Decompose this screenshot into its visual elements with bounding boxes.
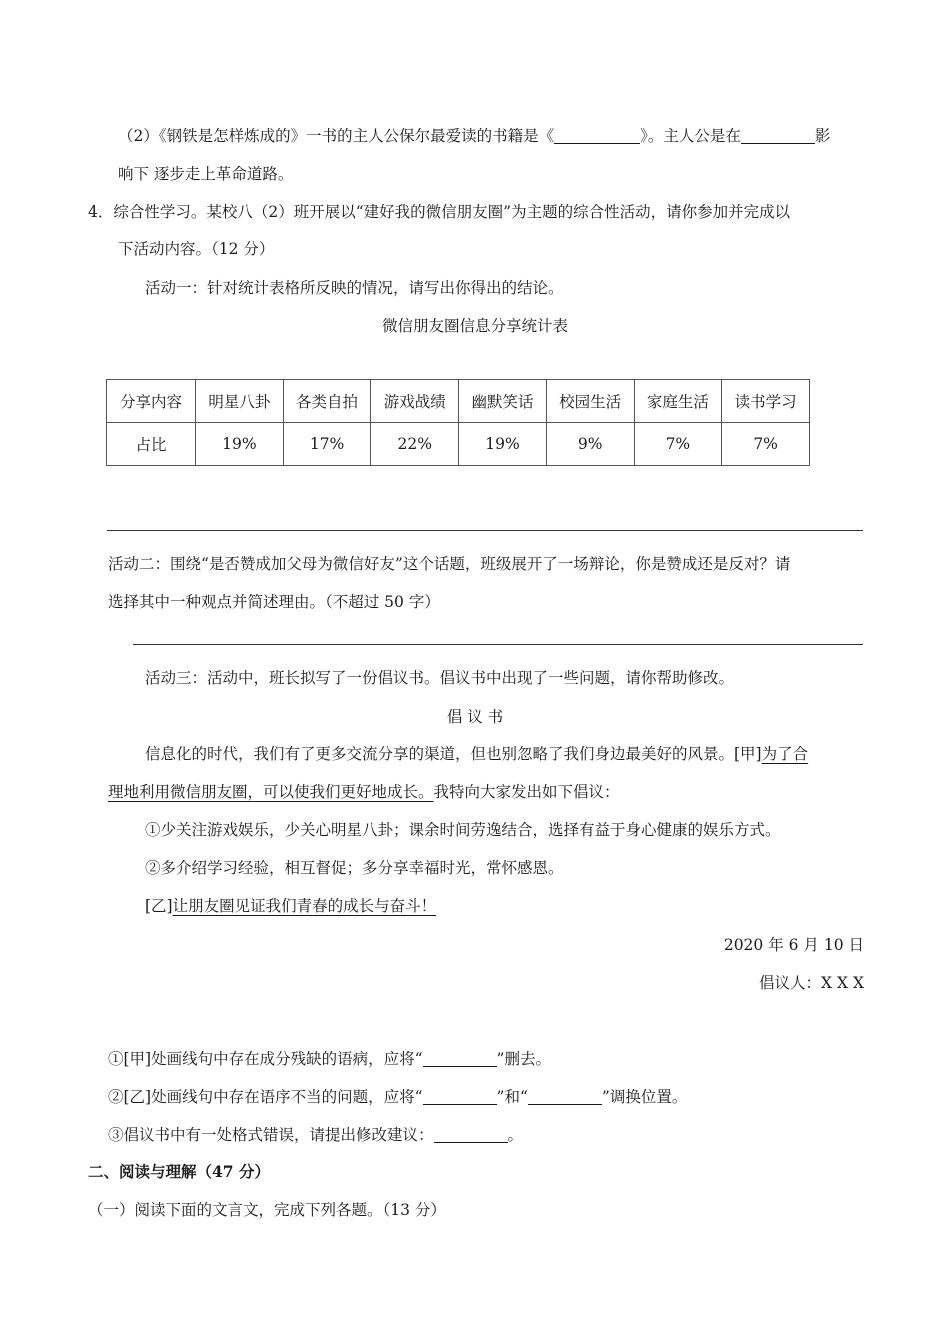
proposal-item3: [乙]让朋友圈见证我们青春的成长与奋斗！ [145,897,437,915]
table-cell: 9% [546,423,634,466]
section2-sub: （一）阅读下面的文言文，完成下列各题。（13 分） [88,1201,446,1219]
proposal-para2: 理地利用微信朋友圈，可以使我们更好地成长。我特向大家发出如下倡议： [108,783,620,801]
activity2-line2: 选择其中一种观点并简述理由。（不超过 50 字） [108,593,440,611]
q3-2-line2: 响下 逐步走上革命道路。 [118,165,294,183]
answer-blank-q1[interactable] [423,1050,497,1067]
table-title: 微信朋友圈信息分享统计表 [381,317,568,335]
q4-line2: 下活动内容。（12 分） [118,240,275,258]
activity2-line1: 活动二：围绕“是否赞成加父母为微信好友”这个话题，班级展开了一场辩论，你是赞成还是反对？请 [108,555,791,573]
row-header-content: 分享内容 [107,380,196,423]
row-header-ratio: 占比 [107,423,196,466]
table-cell: 家庭生活 [634,380,722,423]
table-cell: 各类自拍 [283,380,371,423]
proposal-item1: ①少关注游戏娱乐，少关心明星八卦；课余时间劳逸结合，选择有益于身心健康的娱乐方式。 [145,821,781,839]
question-3: ③倡议书中有一处格式错误，请提出修改建议： 。 [108,1126,524,1144]
table-cell: 22% [371,423,459,466]
table-cell: 7% [722,423,810,466]
answer-blank-q3[interactable] [434,1126,508,1143]
section2-heading: 二、阅读与理解（47 分） [88,1162,270,1181]
stats-table [106,379,810,466]
proposal-para1: 信息化的时代，我们有了更多交流分享的渠道，但也别忽略了我们身边最美好的风景。[甲]为了合 [145,745,809,763]
question-1: ①[甲]处画线句中存在成分残缺的语病，应将“ ”删去。 [108,1050,551,1068]
answer-blank-q2a[interactable] [423,1088,497,1105]
table-cell: 明星八卦 [196,380,284,423]
question-2: ②[乙]处画线句中存在语序不当的问题，应将“ ”和“ ”调换位置。 [108,1088,688,1106]
activity1-prompt: 活动一：针对统计表格所反映的情况，请写出你得出的结论。 [145,279,564,297]
table-cell: 幽默笑话 [459,380,547,423]
answer-line-activity1[interactable] [107,530,863,531]
table-cell: 19% [196,423,284,466]
table-cell: 校园生活 [546,380,634,423]
table-cell: 17% [283,423,371,466]
table-row-percents [107,423,810,466]
answer-blank-influence[interactable] [741,127,815,144]
underlined-sentence-yi: 让朋友圈见证我们青春的成长与奋斗！ [172,897,437,915]
proposal-signer: 倡议人：X X X [759,974,864,992]
proposal-title: 倡 议 书 [446,708,504,726]
q3-2-line1: （2）《钢铁是怎样炼成的》一书的主人公保尔最爱读的书籍是《 》。主人公是在 影 [118,127,831,145]
answer-line-activity2[interactable] [133,644,863,645]
table-cell: 7% [634,423,722,466]
activity3-prompt: 活动三：活动中，班长拟写了一份倡议书。倡议书中出现了一些问题，请你帮助修改。 [145,669,735,687]
q4-line1: 4．综合性学习。某校八（2）班开展以“建好我的微信朋友圈”为主题的综合性活动，请你参加并完成以 [88,203,791,221]
table-row-categories [107,380,810,423]
table-cell: 读书学习 [722,380,810,423]
answer-blank-book[interactable] [554,127,640,144]
underlined-sentence-jia: 为了合 [761,745,809,763]
table-cell: 游戏战绩 [371,380,459,423]
proposal-item2: ②多介绍学习经验，相互督促；多分享幸福时光，常怀感恩。 [145,859,564,877]
table-cell: 19% [459,423,547,466]
underlined-sentence-jia-cont: 理地利用微信朋友圈，可以使我们更好地成长。 [108,783,434,801]
answer-blank-q2b[interactable] [528,1088,602,1105]
proposal-date: 2020 年 6 月 10 日 [723,936,864,954]
